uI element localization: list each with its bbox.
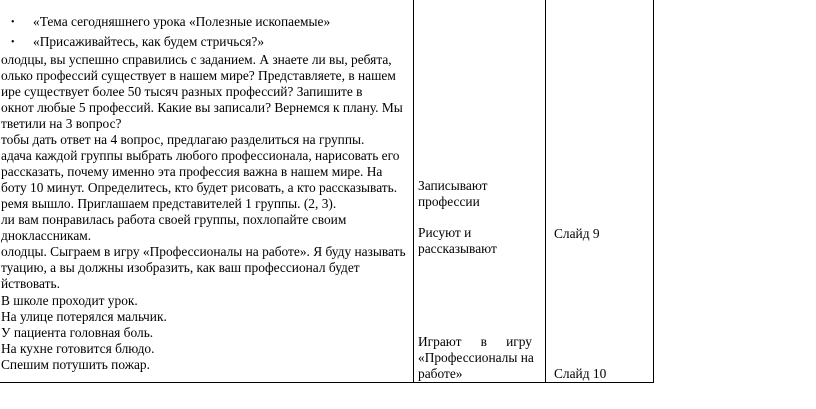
bullet-icon: • <box>11 37 15 48</box>
word: Играют <box>418 334 462 349</box>
activity-text: «Профессионалы на <box>418 350 534 365</box>
activity-text: Рисуют и <box>418 225 472 240</box>
text-line: олько профессий существует в нашем мире? Представляете, в нашем <box>1 68 396 83</box>
text-line: окнот любые 5 профессий. Какие вы записали? Вернемся к плану. Мы <box>1 100 403 115</box>
bullet-item: «Тема сегодняшнего урока «Полезные ископаемые» <box>33 14 331 29</box>
activity-text: Записывают <box>418 178 488 193</box>
text-line: рассказать, почему именно эта профессия важна в нашем мире. На <box>1 164 383 179</box>
text-line: боту 10 минут. Определитесь, кто будет рисовать, а кто рассказывать. <box>1 180 398 195</box>
slides-cell <box>546 0 654 382</box>
text-line: ире существует более 50 тысяч разных профессий? Запишите в <box>1 84 363 99</box>
teacher-activity-cell <box>0 0 413 382</box>
activity-text: рассказывают <box>418 241 497 256</box>
activity-text: профессии <box>418 194 480 209</box>
situation-item: Спешим потушить пожар. <box>1 357 150 372</box>
activity-text: работе» <box>418 366 463 381</box>
situation-item: В школе проходит урок. <box>1 293 138 308</box>
text-line: адача каждой группы выбрать любого профессионала, нарисовать его <box>1 148 400 163</box>
situation-item: У пациента головная боль. <box>1 325 154 340</box>
text-line: олодцы. Сыграем в игру «Профессионалы на работе». Я буду называть <box>1 244 406 259</box>
text-line: дноклассникам. <box>1 228 92 243</box>
text-line: тветили на 3 вопрос? <box>1 116 122 131</box>
text-line: туацию, а вы должны изобразить, как ваш профессионал будет <box>1 260 360 275</box>
word: игру <box>506 334 532 349</box>
bullet-icon: • <box>11 17 15 28</box>
text-line: тобы дать ответ на 4 вопрос, предлагаю разделиться на группы. <box>1 132 365 147</box>
student-activity-cell <box>414 0 545 382</box>
activity-text-justified <box>418 334 532 350</box>
slide-label: Слайд 10 <box>554 366 607 381</box>
text-line: олодцы, вы успешно справились с заданием. А знаете ли вы, ребята, <box>1 52 392 67</box>
situation-item: На улице потерялся мальчик. <box>1 309 167 324</box>
text-line: ремя вышло. Приглашаем представителей 1 группы. (2, 3). <box>1 196 337 211</box>
slide-label: Слайд 9 <box>554 226 600 241</box>
text-line: ли вам понравилась работа своей группы, похлопайте своим <box>1 212 347 227</box>
word: в <box>480 334 487 349</box>
text-line: йствовать. <box>1 276 60 291</box>
situation-item: На кухне готовится блюдо. <box>1 341 155 356</box>
bullet-item: «Присаживайтесь, как будем стричься?» <box>33 34 265 49</box>
